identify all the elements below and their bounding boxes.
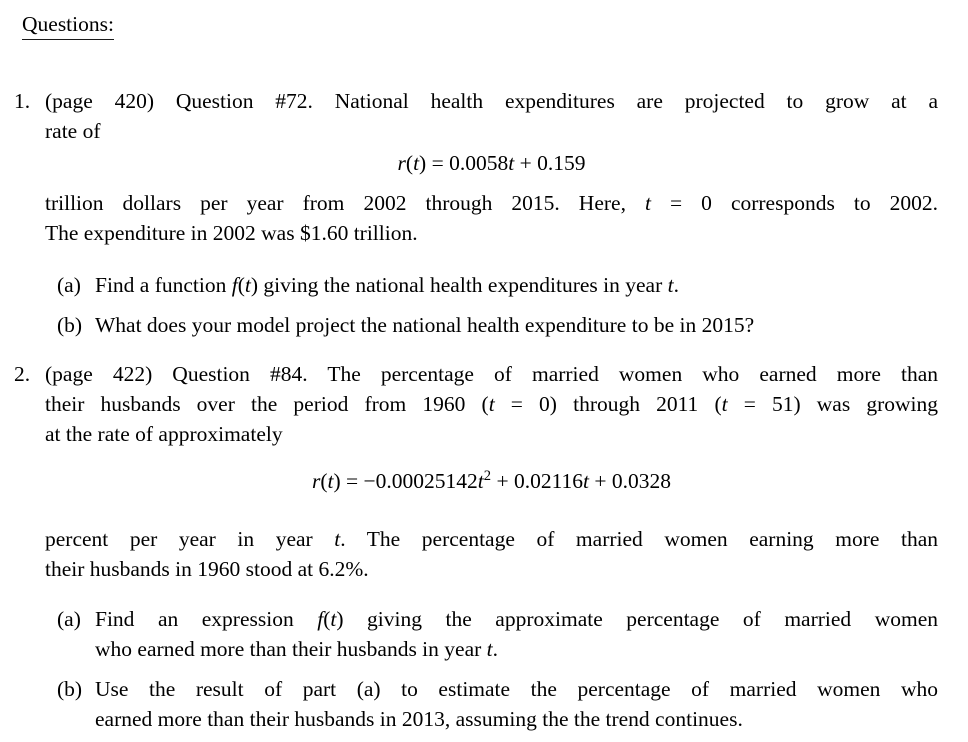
questions-list	[14, 86, 938, 734]
question-2-body-line-1: percent per year in year t. The percentage of married women earning more than	[45, 527, 938, 551]
question-1-part-b-line-1: What does your model project the national health expenditure to be in 2015?	[95, 313, 755, 337]
question-2-body-line-2: their husbands in 1960 stood at 6.2%.	[45, 557, 369, 581]
question-1-body-line-2: The expenditure in 2002 was $1.60 trillion.	[45, 221, 418, 245]
question-2-part-a-label: (a)	[57, 607, 81, 631]
question-1-part-a-label: (a)	[57, 273, 81, 297]
question-1-number: 1.	[14, 89, 31, 113]
question-2	[14, 359, 938, 734]
question-1-part-a-line-1: Find a function f(t) giving the national health expenditures in year t.	[95, 273, 679, 297]
question-1-part-b	[45, 310, 938, 340]
question-2-intro-line-3: at the rate of approximately	[45, 422, 283, 446]
question-1-formula: r(t) = 0.0058t + 0.159	[397, 151, 586, 175]
question-1-part-b-label: (b)	[57, 313, 83, 337]
question-2-part-b-label: (b)	[57, 677, 83, 701]
question-1	[14, 86, 938, 340]
question-2-part-b	[45, 674, 938, 734]
question-1-intro-line-2: rate of	[45, 119, 101, 143]
question-2-part-a	[45, 604, 938, 664]
question-2-part-b-line-1: Use the result of part (a) to estimate the percentage of married women who	[95, 677, 938, 701]
question-2-formula: $r(t) = -0.00025142t^2 + 0.02116t + 0.0328$	[311, 467, 672, 493]
question-2-intro-line-2: their husbands over the period from 1960 (t = 0) through 2011 (t = 51) was growing	[45, 392, 938, 416]
question-1-intro-line-1: (page 420) Question #72. National health expenditures are projected to grow at a	[45, 89, 938, 113]
question-1-body-line-1: trillion dollars per year from 2002 through 2015. Here, t = 0 corresponds to 2002.	[45, 191, 938, 215]
question-1-part-a	[45, 270, 938, 300]
question-2-part-a-line-1: Find an expression f(t) giving the approximate percentage of married women	[95, 607, 938, 631]
questions-heading: Questions:	[22, 11, 114, 40]
question-2-part-a-line-2: who earned more than their husbands in year t.	[95, 637, 499, 661]
question-2-part-b-line-2: earned more than their husbands in 2013, assuming the the trend continues.	[95, 707, 743, 731]
question-2-intro-line-1: (page 422) Question #84. The percentage of married women who earned more than	[45, 362, 938, 386]
question-2-number: 2.	[14, 362, 31, 386]
